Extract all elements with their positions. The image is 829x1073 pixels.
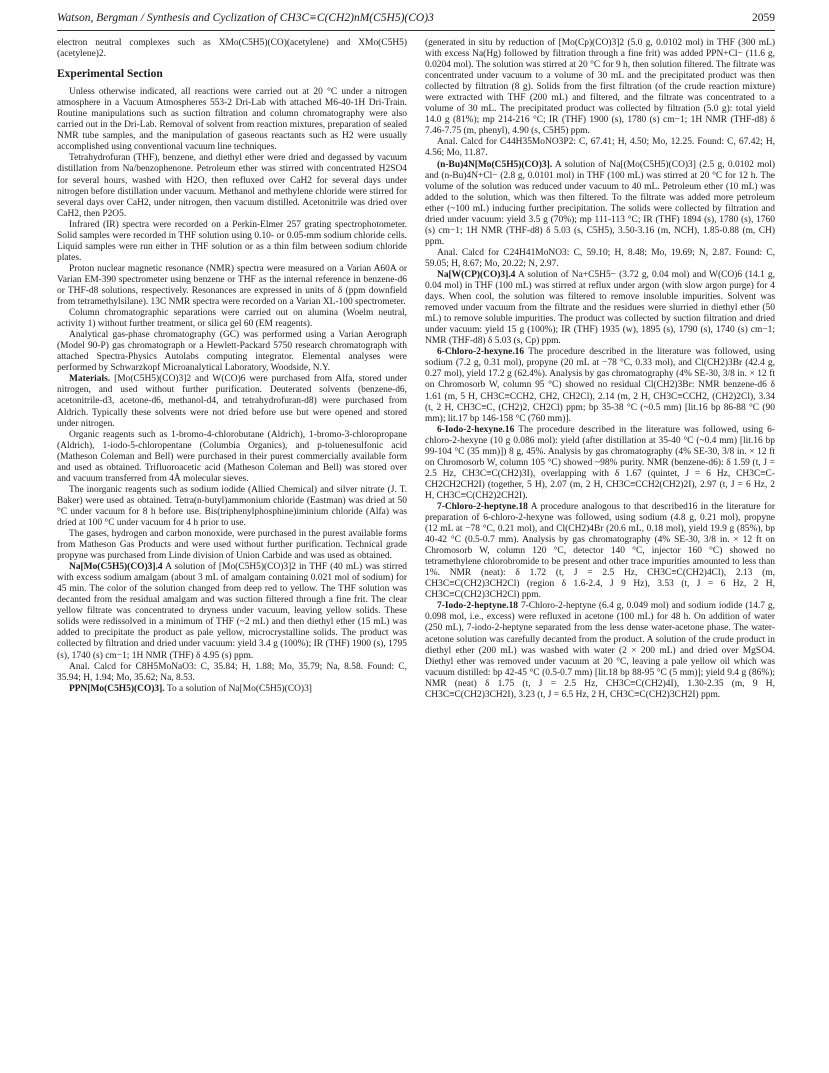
iodohexyne-heading: 6-Iodo-2-hexyne.16 bbox=[437, 424, 515, 435]
chromatography-paragraph: Column chromatographic separations were carried out on alumina (Woelm neutral, activity 1) without further treatment, or silica gel 60 (EM reagents). bbox=[57, 308, 407, 330]
materials-paragraph bbox=[57, 374, 407, 429]
na-w-heading: Na[W(CP)(CO)3].4 bbox=[437, 269, 516, 280]
ppn-heading: PPN[Mo(C5H5)(CO)3]. bbox=[69, 683, 165, 694]
chloroheptyne-heading: 7-Chloro-2-heptyne.18 bbox=[437, 501, 528, 512]
chloroheptyne-text: A procedure analogous to that described16 in the literature for preparation of 6-chloro-2-hexyne was followed, using sodium (4.8 g, 0.21 mol), propyne (12 mL at −78 °C, 0.21 mol), and Cl(CH2)4Br (20.6 mL, 0.18 mol), yield 19.9 g (85%), bp 40-42 °C (0.5-0.7 mm). Analysis by gas chromatography (4% SE-30, 3/8 in. × 12 ft on Chromosorb W, column 120 °C, detector 140 °C, injector 160 °C) showed no tetramethylene chlorobromide to be present and other trace impurities amounted to less than 1%. NMR (neat): δ 1.72 (t, J = 2.5 Hz, CH3C≡C(CH2)4Cl), 2.13 (m, CH3C≡C(CH2)3CH2Cl) (region δ 1.6-2.4, J 9 Hz), 3.53 (t, J = 6 Hz, 2 H, CH3C≡C(CH2)3CH2Cl) ppm. bbox=[425, 501, 775, 601]
nbu-text: A solution of Na[(Mo(C5H5)(CO)3] (2.5 g, 0.0102 mol) and (n-Bu)4N+Cl− (2.8 g, 0.0101 mol) in THF (100 mL) was stirred at 20 °C for 12 h. The volume of the solution was reduced under vacuum to 40 mL. Petroleum ether (10 mL) was added to the solution, which was then filtered. To the filtrate was added more petroleum ether (~100 mL) inducing further precipitation. The solids were collected by filtration and dried under vacuum: yield 3.5 g (70%); mp 111-113 °C; IR (THF) 1894 (s), 1780 (s), 1760 (s) cm−1; 1H NMR (THF-d8) δ 5.03 (s, C5H5), 3.50-3.16 (m, NCH), 1.85-0.88 (m, CH) ppm. bbox=[425, 159, 776, 247]
general-paragraph: Unless otherwise indicated, all reactions were carried out at 20 °C under a nitrogen atmosphere in a Vacuum Atmospheres 553-2 Dri-Lab with attached M6-40-1H Dri-Train. Routine manipulations such as suction filtration and column chromatography were also carried out in the Dri-Lab. Removal of solvent from reaction mixtures, preparation of sealed NMR tube samples, and the manipulation of gaseous reactants such as H2 were usually accomplished using conventional vacuum line techniques. bbox=[57, 87, 407, 153]
left-column bbox=[57, 38, 407, 695]
chloroheptyne-paragraph bbox=[425, 502, 775, 601]
chlorohexyne-heading: 6-Chloro-2-hexyne.16 bbox=[437, 347, 525, 358]
iodoheptyne-heading: 7-Iodo-2-heptyne.18 bbox=[437, 601, 519, 612]
na-mo-analysis: Anal. Calcd for C8H5MoNaO3: C, 35.84; H, 1.88; Mo, 35.79; Na, 8.58. Found: C, 35.94; H, 1.94; Mo, 35.62; Na, 8.53. bbox=[57, 661, 407, 683]
na-mo-text: A solution of [Mo(C5H5)(CO)3]2 in THF (40 mL) was stirred with excess sodium amalgam (about 3 mL of amalgam containing 0.021 mol of sodium) for 45 min. The color of the solution changed from deep red to yellow. The THF solution was decanted from the residual amalgam and was suction filtered through a fine frit. The clear yellow filtrate was concentrated to dryness under vacuum, leaving yellow solids. These solids were redissolved in a minimum of THF (~2 mL) and then diethyl ether (15 mL) was added to precipitate the product as pale yellow, microcrystalline solids. The product was collected by filtration and dried under vacuum: yield 3.4 g (100%); IR (THF) 1900 (s), 1795 (s), 1740 (s) cm−1; 1H NMR (THF) δ 4.95 (s) ppm. bbox=[57, 562, 408, 661]
iodohexyne-paragraph bbox=[425, 425, 775, 502]
right-column bbox=[425, 38, 775, 701]
nmr-paragraph: Proton nuclear magnetic resonance (NMR) spectra were measured on a Varian A60A or Varian EM-390 spectrometer using benzene or THF as the internal reference in benzene-d6 or THF-d8 solutions, respectively. Resonances are expressed in units of δ (ppm downfield from tetramethylsilane). 13C NMR spectra were recorded on a Varian XL-100 spectrometer. bbox=[57, 263, 407, 308]
chlorohexyne-paragraph bbox=[425, 347, 775, 424]
nbu-analysis: Anal. Calcd for C24H41MoNO3: C, 59.10; H, 8.48; Mo, 19.69; N, 2.87. Found: C, 59.05; H, 8.67; Mo, 20.22; N, 2.97. bbox=[425, 247, 775, 269]
na-mo-paragraph bbox=[57, 562, 407, 661]
materials-heading: Materials. bbox=[69, 374, 111, 385]
chlorohexyne-text: The procedure described in the literature was followed, using sodium (7.2 g, 0.31 mol), propyne (20 mL at −78 °C, 0.33 mol), and Cl(CH2)3Br (42.4 g, 0.27 mol), yield 17.2 g (62.4%). Analysis by gas chromatography (4% SE-30, 3/8 in. × 12 ft on Chromosorb W, column 95 °C) showed no residual Cl(CH2)3Br: NMR benzene-d6 δ 1.61 (m, 5 H, CH3C≡CCH2, CH2, CH2Cl), 2.14 (m, 2 H, CH3C≡CCH2, (CH2)2Cl), 3.34 (t, 2 H, CH3C≡C, (CH2)2, CH2Cl) ppm; bp 35-38 °C (~0.5 mm) [lit.16 bp 86-88 °C (90 mm); lit.17 bp 146-158 °C (760 mm)]. bbox=[425, 347, 775, 424]
na-mo-heading: Na[Mo(C5H5)(CO)3].4 bbox=[69, 562, 163, 573]
header-rule bbox=[57, 30, 775, 31]
inorganic-reagents-paragraph: The inorganic reagents such as sodium iodide (Allied Chemical) and silver nitrate (J. T. Baker) were used as obtained. Tetra(n-butyl)ammonium chloride (Eastman) was dried at 50 °C under vacuum for 8 h before use. Bis(triphenylphosphine)iminium chloride (Alfa) was dried at 100 °C under vacuum for 4 h prior to use. bbox=[57, 484, 407, 528]
page-number: 2059 bbox=[752, 12, 775, 24]
ppn-text-start: To a solution of Na[Mo(C5H5)(CO)3] bbox=[166, 683, 312, 694]
nbu-heading: (n-Bu)4N[Mo(C5H5)(CO)3]. bbox=[437, 159, 553, 170]
iodoheptyne-paragraph bbox=[425, 601, 775, 700]
ppn-analysis: Anal. Calcd for C44H35MoNO3P2: C, 67.41; H, 4.50; Mo, 12.25. Found: C, 67.42; H, 4.56; Mo, 11.87. bbox=[425, 137, 775, 159]
iodoheptyne-text: 7-Chloro-2-heptyne (6.4 g, 0.049 mol) and sodium iodide (14.7 g, 0.098 mol, i.e., excess) were refluxed in acetone (100 mL) for 48 h. On addition of water (250 mL), 7-iodo-2-heptyne separated from the less dense water-acetone phase. The water-acetone solution was carefully decanted from the product. A solution of the crude product in diethyl ether (200 mL) was washed with water (2 × 200 mL) and dried over MgSO4. Diethyl ether was removed under vacuum at 20 °C, leaving a pale yellow oil which was vacuum distilled: bp 42-45 °C (0.5-0.7 mm) [lit.18 bp 88-95 °C (5 mm)]; yield 9.4 g (86%); NMR (neat) δ 1.75 (t, J = 2.5 Hz, CH3C≡C(CH2)4I), 1.30-2.35 (m, 9 H, CH3C≡C(CH2)3CH2I), 3.23 (t, J = 6.5 Hz, 2 H, CH3C≡C(CH2)3CH2I) ppm. bbox=[425, 601, 775, 700]
iodohexyne-text: The procedure described in the literature was followed, using 6-chloro-2-hexyne (10 g 0.086 mol): yield (after distillation at 35-40 °C (~0.4 mm) [lit.16 bp 99-104 °C (35 mm)]) 8 g, 45%. Analysis by gas chromatography (4% SE-30, 3/8 in. × 12 ft on Chromosorb W, column 105 °C) showed ~98% purity. NMR (benzene-d6): δ 1.59 (t, J = 2.5 Hz, CH3C≡C(CH2)3I), overlapping with δ 1.67 (quintet, J = 6 Hz, CH3C≡C-CH2CH2CH2I) (together, 5 H), 2.07 (m, 2 H, CH3C≡CCH2(CH2)2I), 2.97 (t, J = 6 Hz, 2 H, CH3C≡C(CH2)2CH2I). bbox=[425, 424, 775, 501]
ppn-paragraph bbox=[57, 684, 407, 695]
organic-reagents-paragraph: Organic reagents such as 1-bromo-4-chlorobutane (Aldrich), 1-bromo-3-chloropropane (Aldrich), 1-iodo-5-chloropentane (Columbia Organics), and p-toluenesulfonic acid (Matheson Coleman and Bell) were purchased in their purest commercially available form and used as obtained. Trifluoroacetic acid (Matheson Coleman and Bell) was stored over and vacuum transferred from 4Å molecular sieves. bbox=[57, 429, 407, 484]
running-title: Watson, Bergman / Synthesis and Cyclization of CH3C≡C(CH2)nM(C5H5)(CO)3 bbox=[57, 12, 434, 24]
solvents-paragraph: Tetrahydrofuran (THF), benzene, and diethyl ether were dried and degassed by vacuum distillation from Na/benzophenone. Petroleum ether was stirred with concentrated H2SO4 for several hours, washed with H2O, then refluxed over CaH2 for several days under nitrogen before distillation under vacuum. Methanol and methylene chloride were stirred for several days over CaH2, under nitrogen, then vacuum distilled. Acetonitrile was dried over CaH2, then P2O5. bbox=[57, 153, 407, 219]
section-heading: Experimental Section bbox=[57, 68, 163, 81]
materials-text: [Mo(C5H5)(CO)3]2 and W(CO)6 were purchased from Alfa, stored under nitrogen, and used without further purification. Deuterated solvents (benzene-d6, acetonitrile-d3, acetone-d6, methanol-d4, and tetrahydrofuran-d8) were purchased from Aldrich. Typically these solvents were not dried before use but were opened and stored under nitrogen. bbox=[57, 374, 408, 429]
running-header bbox=[57, 12, 775, 28]
ppn-continuation: (generated in situ by reduction of [Mo(Cp)(CO)3]2 (5.0 g, 0.0102 mol) in THF (300 mL) with excess Na(Hg) followed by filtration through a fine frit) was added PPN+Cl− (11.6 g, 0.0204 mol). The solution was stirred at 20 °C for 9 h, then solution filtered. The filtrate was concentrated under vacuum to a volume of 30 mL and the precipitated product was then collected by filtration (8 g). Solids from the first filtration (of the crude reaction mixture) were extracted with THF (200 mL) and filtered, and the filtrate was concentrated to a volume of 30 mL. The precipitated product was collected by filtration (5.0 g): total yield 14.0 g (81%); mp 214-216 °C; IR (THF) 1900 (s), 1780 (s) cm−1; 1H NMR (THF-d8) δ 7.46-7.75 (m, phenyl), 4.90 (s, C5H5) ppm. bbox=[425, 38, 775, 137]
ir-paragraph: Infrared (IR) spectra were recorded on a Perkin-Elmer 257 grating spectrophotometer. Solid samples were recorded in THF solution using 0.10- or 0.05-mm sodium chloride cells. Liquid samples were run either in THF solution or as a thin film between sodium chloride plates. bbox=[57, 219, 407, 263]
na-w-paragraph bbox=[425, 270, 775, 347]
na-w-text: A solution of Na+C5H5− (3.72 g, 0.04 mol) and W(CO)6 (14.1 g, 0.04 mol) in THF (100 mL) was stirred at reflux under argon (with slow argon purge) for 4 days. When cool, the solution was filtered to remove insoluble impurities. Solvent was removed under vacuum from the filtrate and the residues were slurried in diethyl ether (50 mL) to remove soluble impurities. The product was collected by suction filtration and dried under vacuum: yield 15 g (100%); IR (THF) 1935 (w), 1895 (s), 1790 (s), 1740 (s) cm−1; NMR (THF-d8) δ 5.03 (s, Cp) ppm. bbox=[425, 269, 775, 347]
gc-paragraph: Analytical gas-phase chromatography (GC) was performed using a Varian Aerograph (Model 90-P) gas chromatograph or a Hewlett-Packard 5750 research chromatograph with attached Spectra-Physics Autolabs computing integrator. Elemental analyses were performed by Schwarzkopf Microanalytical Laboratory, Woodside, N.Y. bbox=[57, 330, 407, 374]
nbu-paragraph bbox=[425, 160, 775, 248]
gases-paragraph: The gases, hydrogen and carbon monoxide, were purchased in the purest available forms from Matheson Gas Products and were used without further purification. Technical grade propyne was purchased from Linde division of Union Carbide and was used as obtained. bbox=[57, 529, 407, 562]
intro-paragraph: electron neutral complexes such as XMo(C5H5)(CO)(acetylene) and XMo(C5H5)(acetylene)2. bbox=[57, 38, 407, 60]
